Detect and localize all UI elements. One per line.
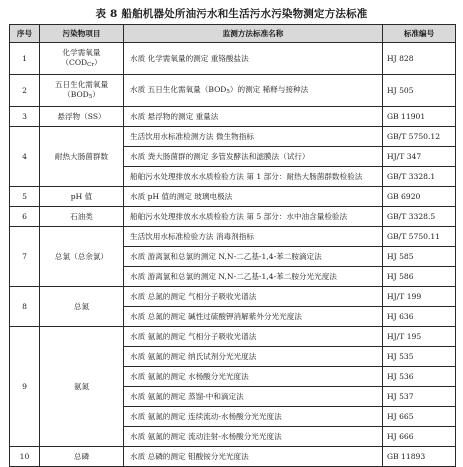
row-number: 1: [10, 43, 40, 75]
pollutant-cell: [40, 127, 124, 187]
column-header-method: 监测方法标准名称: [124, 25, 383, 43]
pollutant-abbrev: （COD: [61, 57, 88, 67]
row-number: 10: [10, 447, 40, 467]
method-name: 生活饮用水标准检测方法 微生物指标: [130, 131, 254, 141]
pollutant-name: pH 值: [70, 191, 93, 201]
method-name: 水质 氨氮的测定 流动注射-水杨酸分光光度法: [130, 431, 282, 441]
method-name: 水质 化学需氧量的测定 重铬酸盐法: [130, 53, 249, 63]
standard-code: HJ/T 199: [383, 287, 456, 307]
standard-code: GB 11901: [383, 107, 456, 127]
method-name: 水质 氨氮的测定 蒸馏-中和滴定法: [130, 391, 244, 401]
pollutant-cell: [40, 187, 124, 207]
method-name-subscript: 5: [226, 89, 230, 96]
column-header-code: 标准编号: [383, 25, 456, 43]
pollutant-name: 化学需氧量: [62, 48, 101, 58]
standard-code: HJ 537: [383, 387, 456, 407]
method-name-cell: [124, 347, 383, 367]
standard-code: HJ/T 347: [383, 147, 456, 167]
standard-code: HJ 636: [383, 307, 456, 327]
standard-code: HJ 505: [383, 75, 456, 107]
method-name: 水质 游离氯和总氯的测定 N,N-二乙基-1,4-苯二胺分光光度法: [130, 271, 337, 281]
method-name-cell: [124, 227, 383, 247]
method-name: 水质 五日生化需氧量（BOD: [130, 85, 227, 95]
method-name: 水质 总磷的测定 钼酸铵分光光度法: [130, 451, 249, 461]
column-header-no: 序号: [10, 25, 40, 43]
method-name-cell: [124, 267, 383, 287]
standard-code: HJ/T 195: [383, 327, 456, 347]
pollutant-abbrev: （BOD: [63, 89, 89, 99]
method-name-cell: [124, 367, 383, 387]
row-number: 9: [10, 327, 40, 447]
row-number: 8: [10, 287, 40, 327]
pollutant-cell: [40, 207, 124, 227]
method-name: 生活饮用水标准检验方法 消毒剂指标: [130, 231, 254, 241]
standard-code: GB/T 3328.1: [383, 167, 456, 187]
pollutant-cell: [40, 287, 124, 327]
pollutant-name: 总磷: [73, 451, 90, 461]
pollutant-name: 石油类: [70, 211, 93, 221]
pollutant-name: 五日生化需氧量: [54, 80, 109, 90]
method-name-cell: [124, 167, 383, 187]
method-name-cell: [124, 127, 383, 147]
method-name-cell: [124, 147, 383, 167]
method-name: 船舶污水处理排放水水质检验方法 第 1 部分：耐热大肠菌群数检验法: [130, 171, 363, 181]
method-name-cell: [124, 187, 383, 207]
table-row: [10, 127, 456, 147]
standard-code: HJ 585: [383, 247, 456, 267]
standard-code: HJ 665: [383, 407, 456, 427]
table-row: [10, 227, 456, 247]
pollutant-cell: [40, 107, 124, 127]
method-name: 水质 氨氮的测定 水杨酸分光光度法: [130, 371, 249, 381]
standard-code: GB/T 5750.12: [383, 127, 456, 147]
method-name-cell: [124, 287, 383, 307]
pollutant-abbrev-subscript: 5: [88, 93, 93, 100]
method-name-cell: [124, 43, 383, 75]
pollutant-abbrev-close: ）: [92, 89, 100, 99]
header-row: [10, 25, 456, 43]
pollutant-cell: [40, 75, 124, 107]
method-name: 水质 总氮的测定 碱性过硫酸钾消解紫外分光光度法: [130, 311, 302, 321]
row-number: 2: [10, 75, 40, 107]
method-name-cell: [124, 327, 383, 347]
standard-code: GB/T 5750.11: [383, 227, 456, 247]
pollutant-cell: [40, 43, 124, 75]
method-name-cell: [124, 427, 383, 447]
row-number: 6: [10, 207, 40, 227]
method-name-cell: [124, 107, 383, 127]
method-name: 水质 氨氮的测定 纳氏试剂分光光度法: [130, 351, 257, 361]
table-row: [10, 207, 456, 227]
method-name: 水质 粪大肠菌群的测定 多管发酵法和滤膜法（试行）: [130, 151, 310, 161]
standard-code: HJ 666: [383, 427, 456, 447]
method-name-cell: [124, 407, 383, 427]
pollutant-abbrev-subscript: Cr: [87, 61, 94, 68]
pollutant-name: 总氮: [73, 301, 90, 311]
row-number: 3: [10, 107, 40, 127]
table-row: [10, 187, 456, 207]
table-row: [10, 287, 456, 307]
method-name-cell: [124, 207, 383, 227]
table-row: [10, 43, 456, 75]
method-name: 船舶污水处理排放水水质检验方法 第 5 部分：水中油含量检验法: [130, 211, 348, 221]
method-name: 水质 氨氮的测定 连续流动-水杨酸分光光度法: [130, 411, 282, 421]
standard-code: HJ 535: [383, 347, 456, 367]
pollutant-cell: [40, 227, 124, 287]
standard-code: HJ 586: [383, 267, 456, 287]
method-name-cell: [124, 387, 383, 407]
row-number: 7: [10, 227, 40, 287]
standard-code: HJ 536: [383, 367, 456, 387]
method-name-cell: [124, 247, 383, 267]
pollutant-name: 氨氮: [73, 381, 90, 391]
method-name: 水质 氨氮的测定 气相分子吸收光谱法: [130, 331, 257, 341]
method-name: 水质 悬浮物的测定 重量法: [130, 111, 219, 121]
standard-code: GB/T 3328.5: [383, 207, 456, 227]
method-name-cell: [124, 75, 383, 107]
pollutant-name: 总氯（总余氯）: [54, 251, 109, 261]
method-name: 水质 总氮的测定 气相分子吸收光谱法: [130, 291, 257, 301]
standard-code: HJ 828: [383, 43, 456, 75]
standard-code: GB 6920: [383, 187, 456, 207]
table-row: [10, 327, 456, 347]
row-number: 5: [10, 187, 40, 207]
table-caption: 表 8 船舶机器处所油污水和生活污水污染物测定方法标准: [95, 8, 368, 20]
table-row: [10, 75, 456, 107]
pollutant-cell: [40, 327, 124, 447]
row-number: 4: [10, 127, 40, 187]
pollutant-abbrev-close: ）: [93, 57, 102, 67]
column-header-pollutant: 污染物项目: [40, 25, 124, 43]
pollutant-name: 悬浮物（SS）: [57, 111, 106, 121]
standards-table: [9, 24, 456, 467]
method-name: 水质 游离氯和总氯的测定 N,N-二乙基-1,4-苯二胺滴定法: [130, 251, 322, 261]
table-body: [10, 43, 456, 467]
method-name-rest: ）的测定 稀释与接种法: [229, 85, 309, 95]
method-name: 水质 pH 值的测定 玻璃电极法: [130, 191, 233, 201]
method-name-cell: [124, 307, 383, 327]
pollutant-name: 耐热大肠菌群数: [54, 151, 109, 161]
standard-code: GB 11893: [383, 447, 456, 467]
table-row: [10, 107, 456, 127]
